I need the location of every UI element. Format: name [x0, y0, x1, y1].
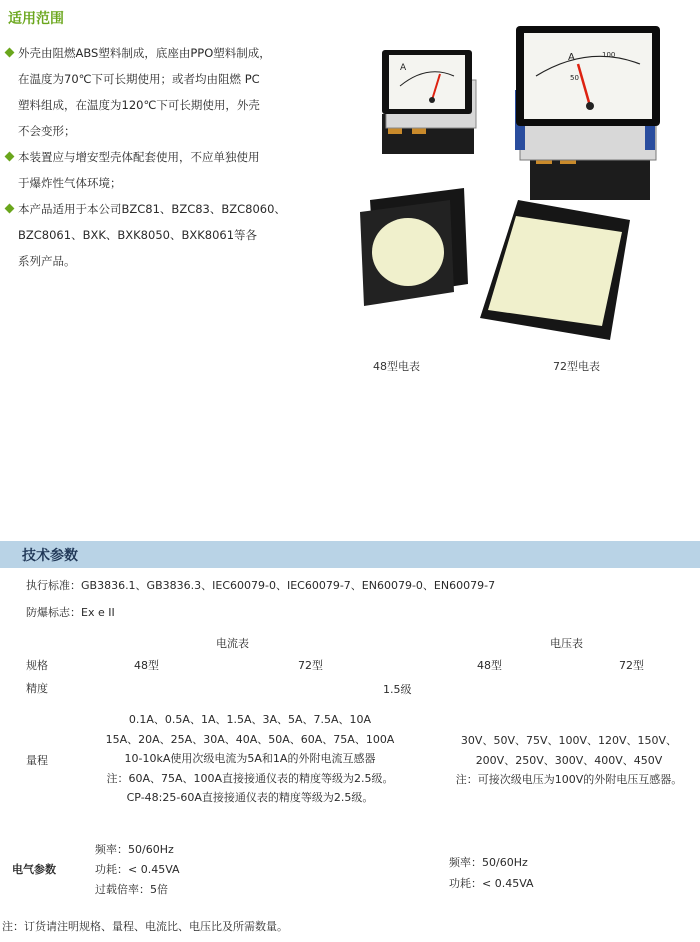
accuracy-label: 精度 [26, 682, 48, 695]
line: 外壳由阻燃ABS塑料制成，底座由PPO塑料制成， [18, 46, 271, 60]
svg-text:100: 100 [602, 51, 616, 59]
ammeter-range [100, 710, 400, 808]
diamond-bullet-icon [5, 204, 15, 214]
line: BZC8061、BXK、BXK8050、BXK8061等各 [18, 228, 258, 242]
line: 注：60A、75A、100A直接接通仪表的精度等级为2.5级。 [106, 771, 394, 785]
section-title-tech-params: 技术参数 [22, 548, 78, 564]
line: 过载倍率：5倍 [95, 883, 168, 896]
list-item [6, 196, 288, 274]
line: 注：可接次级电压为100V的外附电压互感器。 [455, 773, 683, 787]
meters-illustration [340, 20, 680, 350]
order-note: 注：订货请注明规格、量程、电流比、电压比及所需数量。 [2, 920, 288, 933]
line: 0.1A、0.5A、1A、1.5A、3A、5A、7.5A、10A [128, 713, 372, 726]
line: 系列产品。 [18, 254, 76, 268]
ammeter-header: 电流表 [216, 637, 249, 650]
line: 功耗：< 0.45VA [95, 863, 180, 876]
diamond-bullet-icon [5, 152, 15, 162]
line: 于爆炸性气体环境； [18, 176, 122, 190]
list-item [6, 144, 288, 196]
line: 不会变形； [18, 124, 76, 138]
svg-text:A: A [568, 52, 575, 63]
line: 频率：50/60Hz [95, 843, 174, 856]
line: 200V、250V、300V、400V、450V [475, 753, 663, 767]
line: 频率：50/60Hz [449, 856, 528, 869]
svg-text:A: A [400, 63, 407, 73]
ammeter-elec-params [95, 840, 180, 900]
line: 15A、20A、25A、30A、40A、50A、60A、75A、100A [105, 732, 395, 746]
line: 塑料组成，在温度为120℃下可长期使用，外壳 [18, 98, 260, 112]
caption-meter-48: 48型电表 [373, 360, 420, 373]
line: 本产品适用于本公司BZC81、BZC83、BZC8060、 [18, 202, 286, 216]
elec-params-label: 电气参数 [12, 863, 56, 876]
section-title-application: 适用范围 [8, 11, 64, 27]
line: CP-48:25-60A直接接通仪表的精度等级为2.5级。 [126, 791, 374, 805]
spec-ammeter-72: 72型 [298, 659, 323, 672]
line: 本装置应与增安型壳体配套使用，不应单独使用 [18, 150, 260, 164]
spec-voltmeter-72: 72型 [619, 659, 644, 672]
meter-72-image [515, 26, 660, 200]
line: 30V、50V、75V、100V、120V、150V、 [460, 734, 678, 747]
accuracy-value: 1.5级 [383, 683, 412, 696]
diamond-bullet-icon [5, 48, 15, 58]
line: 功耗：< 0.45VA [449, 877, 534, 890]
spec-label: 规格 [26, 659, 48, 672]
standard-line: 执行标准：GB3836.1、GB3836.3、IEC60079-0、IEC60079-7、EN60079-0、EN60079-7 [26, 579, 496, 592]
ex-mark-line: 防爆标志：Ex e II [26, 606, 115, 619]
svg-text:50: 50 [570, 74, 579, 82]
range-label: 量程 [26, 754, 48, 767]
voltmeter-range [440, 731, 698, 790]
frame-72-image [480, 200, 630, 340]
line: 在温度为70℃下可长期使用；或者均由阻燃 PC [18, 72, 260, 86]
spec-ammeter-48: 48型 [134, 659, 159, 672]
voltmeter-header: 电压表 [550, 637, 583, 650]
voltmeter-elec-params [449, 852, 534, 894]
caption-meter-72: 72型电表 [553, 360, 600, 373]
spec-voltmeter-48: 48型 [477, 659, 502, 672]
line: 10-10kA使用次级电流为5A和1A的外附电流互感器 [124, 752, 376, 766]
list-item [6, 40, 288, 144]
tech-params-header-band [0, 541, 700, 568]
application-list [6, 40, 288, 274]
frame-48-image [360, 188, 468, 306]
meter-48-image [382, 50, 476, 154]
